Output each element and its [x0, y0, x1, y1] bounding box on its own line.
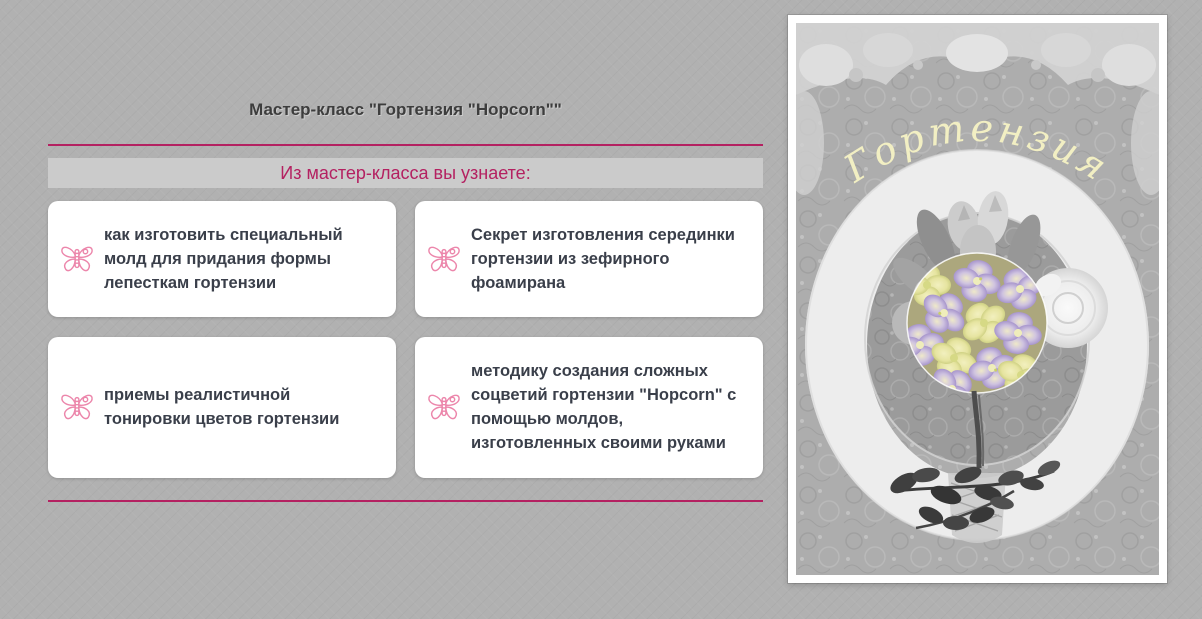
learn-card-text: как изготовить специальный молд для придания формы лепесткам гортензии [104, 226, 343, 293]
photo-panel [788, 15, 1167, 583]
learn-card-2 [415, 201, 763, 317]
subtitle-banner [48, 158, 763, 188]
learn-card-4 [415, 337, 763, 477]
learn-cards [48, 201, 763, 478]
page-title: Мастер-класс "Гортензия "Hopcorn"" [249, 100, 562, 119]
top-divider [48, 144, 763, 146]
subtitle-text: Из мастер-класса вы узнаете: [280, 163, 531, 183]
learn-card-text: методику создания сложных соцветий гортензии "Hopcorn" с помощью молдов, изготовленных своими руками [471, 362, 737, 453]
learn-card-3 [48, 337, 396, 477]
content-column [48, 0, 763, 502]
butterfly-icon [60, 392, 94, 422]
butterfly-icon [427, 244, 461, 274]
butterfly-icon [60, 244, 94, 274]
butterfly-icon [427, 392, 461, 422]
learn-card-1 [48, 201, 396, 317]
bottom-divider [48, 500, 763, 502]
learn-card-text: приемы реалистичной тонировки цветов гортензии [104, 386, 340, 429]
photo-caption: Гортензия [836, 105, 1118, 191]
hydrangea-photo [796, 23, 1159, 575]
learn-card-text: Секрет изготовления серединки гортензии из зефирного фоамирана [471, 226, 735, 293]
